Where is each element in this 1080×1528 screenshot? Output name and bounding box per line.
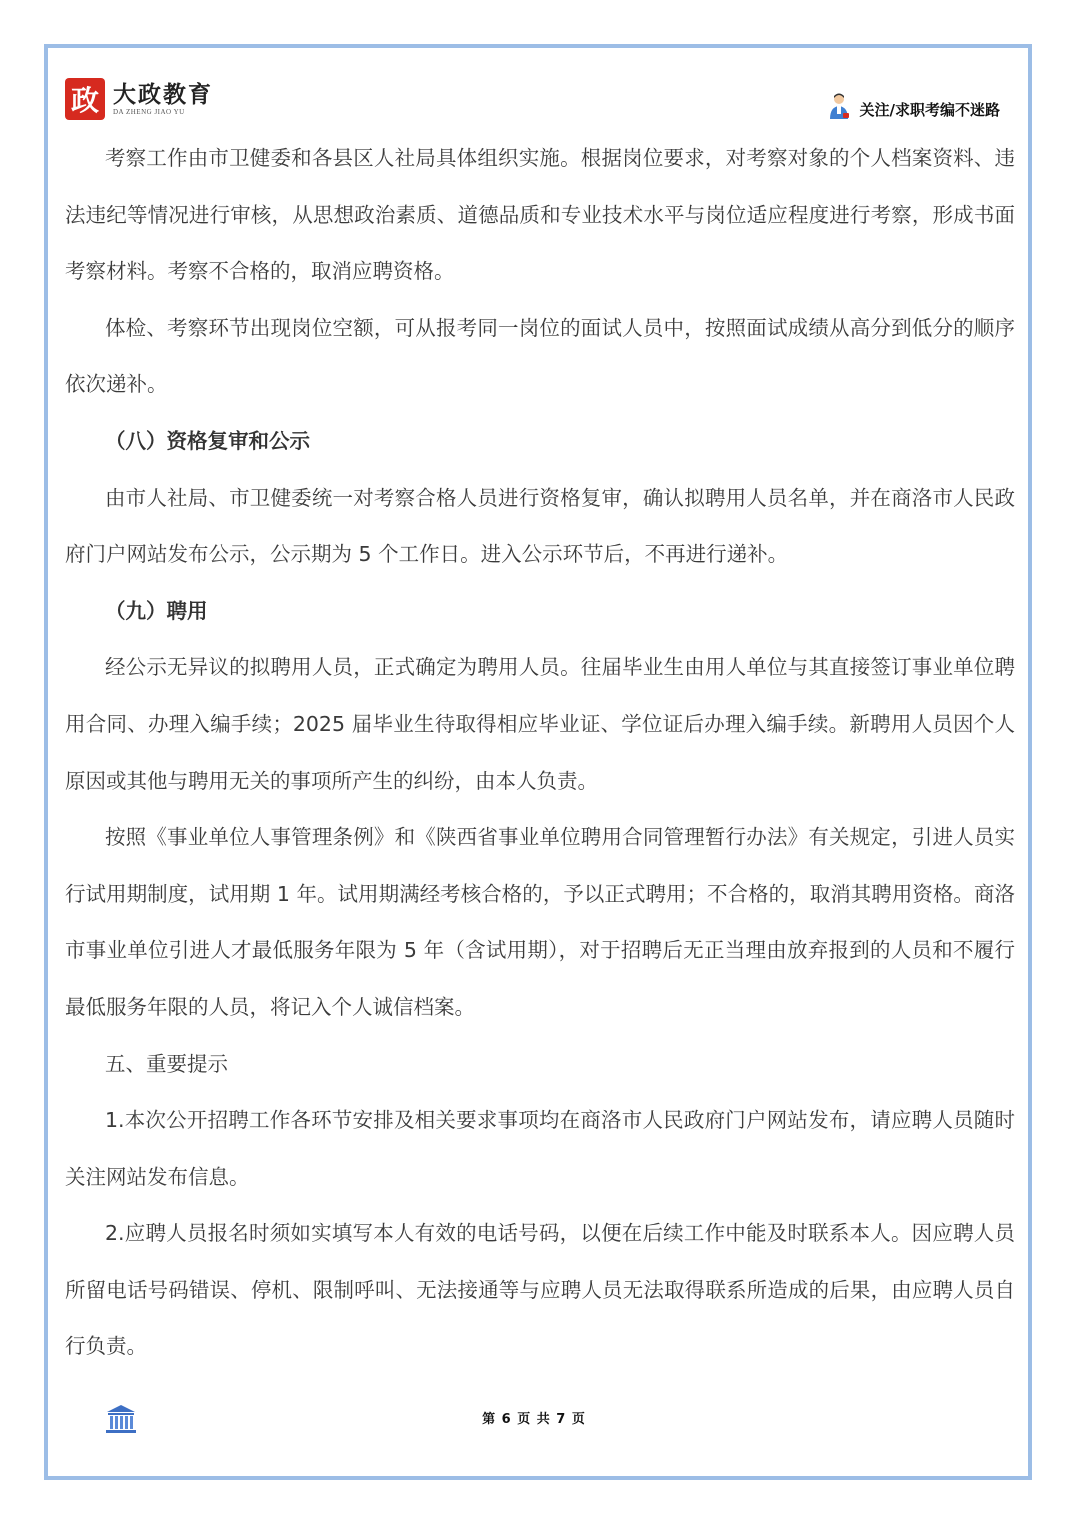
- paragraph-inspection: 考察工作由市卫健委和各县区人社局具体组织实施。根据岗位要求，对考察对象的个人档案资料、违法违纪等情况进行审核，从思想政治素质、道德品质和专业技术水平与岗位适应程度进行考察，形成书面考察材料。考察不合格的，取消应聘资格。: [65, 146, 1015, 284]
- header-slogan-group: [828, 92, 1000, 120]
- page-number: 第 6 页 共 7 页: [482, 1412, 586, 1427]
- paragraph-probation: 按照《事业单位人事管理条例》和《陕西省事业单位聘用合同管理暂行办法》有关规定，引进人员实行试用期制度，试用期 1 年。试用期满经考核合格的，予以正式聘用；不合格的，取消其聘用资格。商洛市事业单位引进人才最低服务年限为 5 年（含试用期），对于招聘后无正当理由放弃报到的人员和不履行最低服务年限的人员，将记入个人诚信档案。: [65, 825, 1015, 1019]
- paragraph-qualification-review: 由市人社局、市卫健委统一对考察合格人员进行资格复审，确认拟聘用人员名单，并在商洛市人民政府门户网站发布公示，公示期为 5 个工作日。进入公示环节后，不再进行递补。: [65, 485, 1015, 567]
- slogan: 关注/求职考编不迷路: [859, 101, 1000, 119]
- logo: [65, 78, 213, 120]
- logo-mark: 政: [65, 78, 105, 120]
- document-body: [65, 130, 1015, 1375]
- section-important-notes: 五、重要提示: [105, 1051, 228, 1076]
- heading-employment: （九）聘用: [105, 598, 208, 623]
- logo-text: [113, 80, 213, 116]
- logo-chinese-name: 大政教育: [113, 80, 213, 108]
- paragraph-note-1: 1.本次公开招聘工作各环节安排及相关要求事项均在商洛市人民政府门户网站发布，请应聘人员随时关注网站发布信息。: [65, 1108, 1015, 1189]
- paragraph-note-2: 2.应聘人员报名时须如实填写本人有效的电话号码，以便在后续工作中能及时联系本人。因应聘人员所留电话号码错误、停机、限制呼叫、无法接通等与应聘人员无法取得联系所造成的后果，由应聘人员自行负责。: [65, 1221, 1015, 1359]
- paragraph-employment: 经公示无异议的拟聘用人员，正式确定为聘用人员。往届毕业生由用人单位与其直接签订事业单位聘用合同、办理入编手续；2025 届毕业生待取得相应毕业证、学位证后办理入编手续。新聘用人员因个人原因或其他与聘用无关的事项所产生的纠纷，由本人负责。: [65, 655, 1015, 793]
- logo-pinyin-name: DA ZHENG JIAO YU: [113, 107, 185, 116]
- paragraph-vacancy: 体检、考察环节出现岗位空额，可从报考同一岗位的面试人员中，按照面试成绩从高分到低分的顺序依次递补。: [65, 315, 1015, 397]
- heading-qualification-review: （八）资格复审和公示: [105, 428, 310, 453]
- person-icon: [828, 92, 850, 120]
